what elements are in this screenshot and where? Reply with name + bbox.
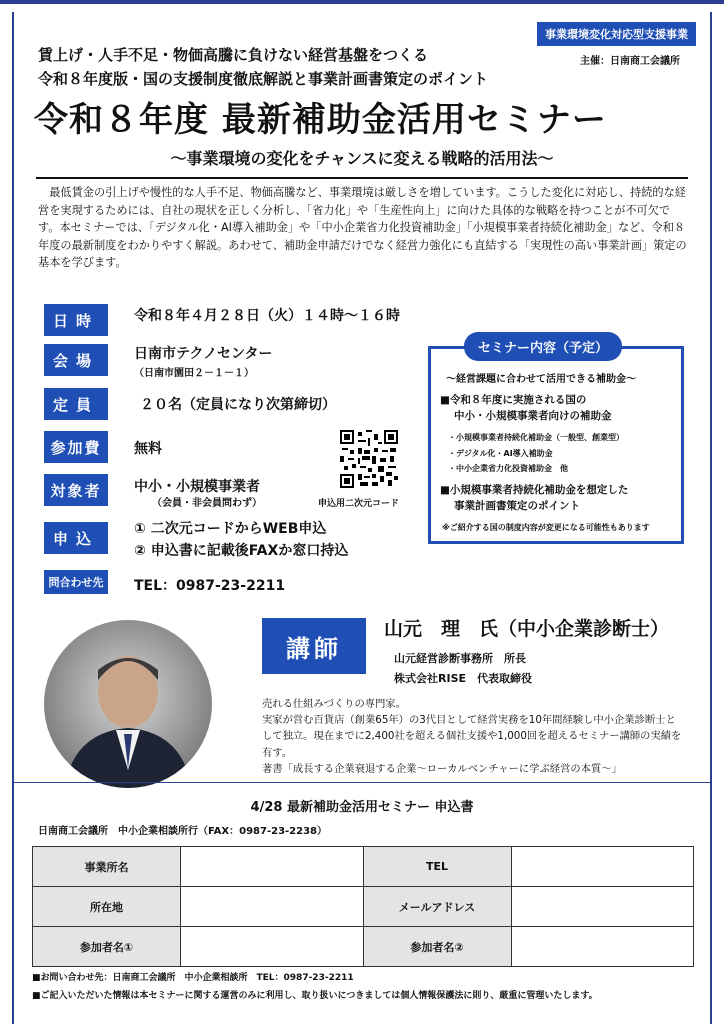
lecturer-role-2: 株式会社RISE 代表取締役 (394, 672, 532, 685)
intro-text: 最低賃金の引上げや慢性的な人手不足、物価高騰など、事業環境は厳しさを増しています。こうした変化に対応し、持続的な経営を実現するためには、自社の現状を正しく分析し、「省力化」や「生産性向上」に向けた具体的な戦略を持つことが不可欠です。本セミナーでは、「デジタル化・AI導入補助金」や「中小企業省力化投資補助金」「小規模事業者持続化補助金」など、令和８年度の最新制度をわかりやすく解説。あわせて、補助金申請だけでなく経営力強化にも直結する「実現性の高い事業計画」策定の基本を学びます。 (38, 186, 687, 269)
seminar-point-2a: ■小規模事業者持続化補助金を想定した (440, 484, 629, 496)
lecturer-label: 講師 (262, 618, 366, 674)
application-form (32, 846, 694, 967)
participant-2-input[interactable] (511, 927, 694, 967)
company-input[interactable] (181, 847, 364, 887)
field-label-email: メールアドレス (363, 887, 511, 927)
capacity-value: ２０名（定員になり次第締切） (140, 397, 336, 413)
form-title: 4/28 最新補助金活用セミナー 申込書 (250, 800, 474, 815)
apply-method-2: ② 申込書に記載後FAXか窓口持込 (134, 543, 349, 559)
venue-address: （日南市園田２－１－１） (134, 368, 254, 379)
footer-contact: ■お問い合わせ先：日南商工会議所 中小企業相談所 TEL：0987-23-2211 (32, 973, 354, 983)
qr-code[interactable] (340, 430, 398, 488)
portrait-icon (44, 620, 212, 788)
seminar-point-2b: 事業計画書策定のポイント (454, 500, 580, 512)
fee-value: 無料 (134, 441, 162, 457)
field-label-participant-1: 参加者名① (33, 927, 181, 967)
field-label-tel: TEL (363, 847, 511, 887)
venue-value: 日南市テクノセンター (134, 346, 273, 362)
venue-label: 会場 (44, 344, 108, 376)
target-note: （会員・非会員問わず） (152, 498, 262, 509)
apply-label: 申込 (44, 522, 108, 554)
seminar-sub-3: ・中小企業省力化投資補助金 他 (448, 464, 568, 473)
page-subtitle: ～事業環境の変化をチャンスに変える戦略的活用法～ (170, 149, 554, 168)
participant-1-input[interactable] (181, 927, 364, 967)
seminar-sub-2: ・デジタル化・AI導入補助金 (448, 449, 553, 458)
fee-label: 参加費 (44, 431, 108, 463)
top-border (0, 0, 724, 4)
form-destination: 日南商工会議所 中小企業相談所行（FAX：0987-23-2238） (38, 826, 328, 837)
tel-input[interactable] (511, 847, 694, 887)
email-input[interactable] (511, 887, 694, 927)
date-value: 令和８年４月２８日（火）１４時～１６時 (134, 308, 400, 324)
apply-method-1: ① 二次元コードからWEB申込 (134, 521, 327, 537)
divider (36, 177, 688, 179)
contact-tel: TEL：0987-23-2211 (134, 578, 286, 594)
field-label-company: 事業所名 (33, 847, 181, 887)
seminar-note: ※ご紹介する国の制度内容が変更になる可能性もあります (442, 523, 650, 532)
page-title: 令和８年度 最新補助金活用セミナー (34, 100, 607, 140)
seminar-point-1b: 中小・小規模事業者向けの補助金 (454, 410, 612, 422)
lead-line-2: 令和８年度版・国の支援制度徹底解説と事業計画書策定のポイント (38, 70, 489, 88)
lecturer-name: 山元 理 氏（中小企業診断士） (384, 618, 670, 640)
target-label: 対象者 (44, 474, 108, 506)
seminar-heading: セミナー内容（予定） (464, 332, 622, 361)
footer-privacy: ■ご記入いただいた情報は本セミナーに関する運営のみに利用し、取り扱いにつきましては個人情報保護法に則り、厳重に管理いたします。 (32, 991, 598, 1001)
seminar-sub-1: ・小規模事業者持続化補助金（一般型、創業型） (448, 433, 624, 442)
contact-label: 問合わせ先 (44, 570, 108, 594)
qr-caption: 申込用二次元コード (318, 499, 400, 509)
lecturer-bio: 売れる仕組みづくりの専門家。 実家が営む百貨店（創業65年）の3代目として経営実務を10年間経験し中小企業診断士として独立。現在までに2,400社を超える個社支援や1,000回を超えるセミナー講師の実績を有す。 著書「成長する企業衰退する企業～ローカルベンチャーに学ぶ経営の本質～」 (262, 698, 682, 775)
field-label-participant-2: 参加者名② (363, 927, 511, 967)
capacity-label: 定員 (44, 388, 108, 420)
address-input[interactable] (181, 887, 364, 927)
form-divider (12, 782, 712, 783)
date-label: 日時 (44, 304, 108, 336)
lead-line-1: 賃上げ・人手不足・物価高騰に負けない経営基盤をつくる (38, 46, 429, 64)
field-label-address: 所在地 (33, 887, 181, 927)
seminar-intro: ～経営課題に合わせて活用できる補助金～ (446, 374, 636, 385)
organizer: 主催：日南商工会議所 (580, 56, 680, 67)
lecturer-photo (44, 620, 212, 788)
lecturer-role-1: 山元経営診断事務所 所長 (394, 652, 526, 665)
seminar-point-1a: ■令和８年度に実施される国の (440, 394, 587, 406)
target-value: 中小・小規模事業者 (134, 479, 260, 495)
program-badge: 事業環境変化対応型支援事業 (537, 22, 696, 46)
